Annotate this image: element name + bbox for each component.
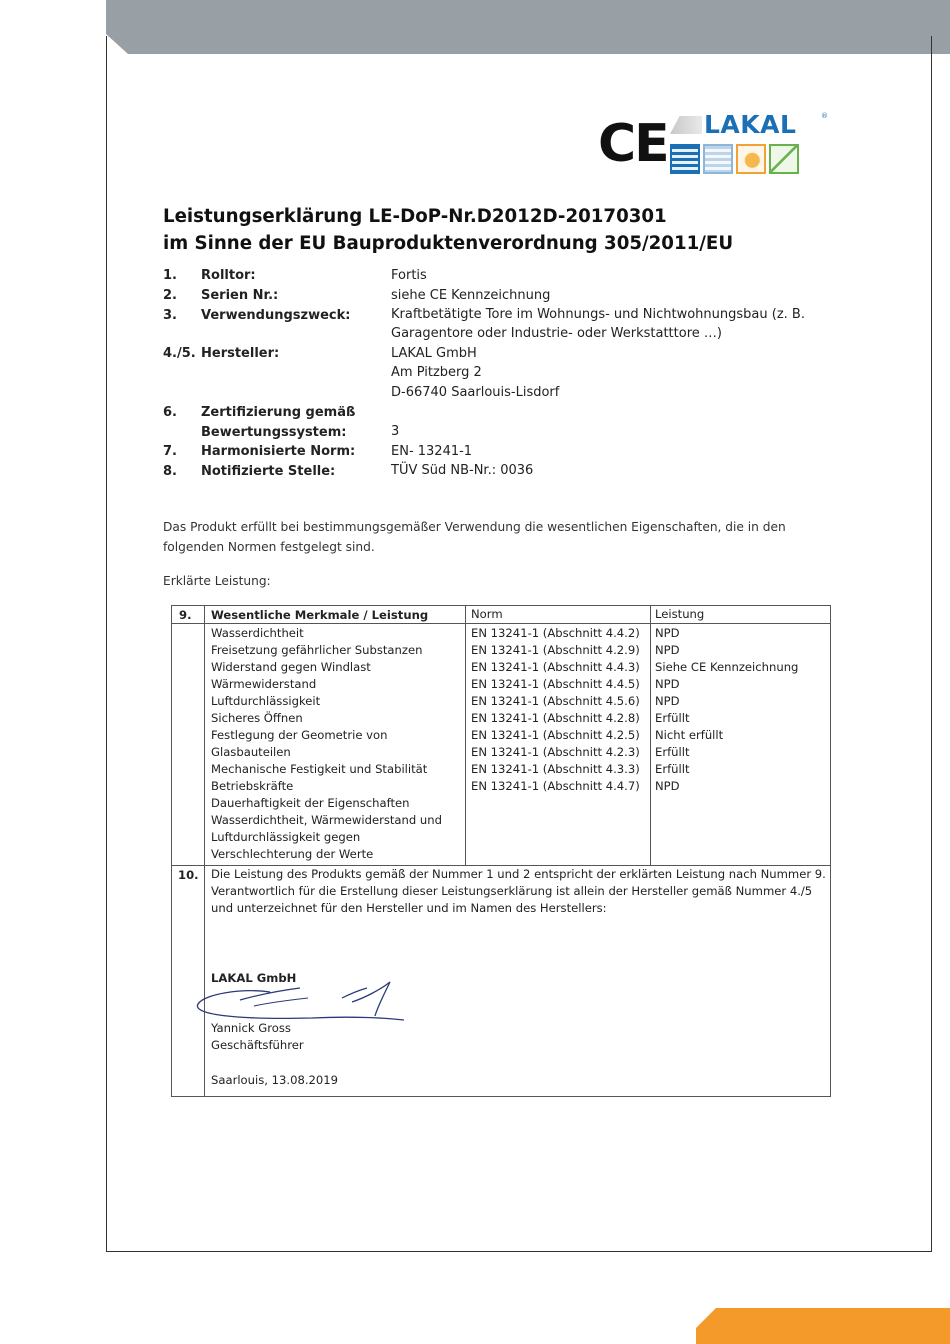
title-line-1: Leistungserklärung LE-DoP-Nr.D2012D-20170301 [163,206,667,227]
merkmal-cell: Widerstand gegen Windlast [211,660,371,674]
window-shutter-icon [703,144,733,174]
insect-screen-icon [769,144,799,174]
leistung-cell: Siehe CE Kennzeichnung [655,660,799,674]
merkmal-cell: Glasbauteilen [211,745,291,759]
intro-line-2: folgenden Normen festgelegt sind. [163,540,375,554]
row-10-text-line: und unterzeichnet für den Hersteller und im Namen des Herstellers: [211,901,607,915]
logo-block [598,112,830,178]
ce-mark: CE [598,114,668,174]
item-value: Fortis [391,268,427,283]
item-value: 3 [391,424,400,439]
item-value: Am Pitzberg 2 [391,365,482,380]
footer-accent [696,1308,950,1344]
item-number: 6. [163,405,177,420]
norm-cell: EN 13241-1 (Abschnitt 4.2.5) [471,728,640,742]
item-value: D-66740 Saarlouis-Lisdorf [391,385,560,400]
item-label: Hersteller: [201,346,280,361]
table-header-num: 9. [179,608,192,622]
norm-cell: EN 13241-1 (Abschnitt 4.2.8) [471,711,640,725]
item-label-cont: Bewertungssystem: [201,425,347,440]
declared-label: Erklärte Leistung: [163,574,271,588]
table-header-norm: Norm [471,607,503,621]
item-number: 1. [163,268,177,283]
item-value: EN- 13241-1 [391,444,473,459]
leistung-cell: Erfüllt [655,745,690,759]
item-label: Zertifizierung gemäß [201,405,356,420]
row-10-num: 10. [178,868,199,882]
norm-cell: EN 13241-1 (Abschnitt 4.3.3) [471,762,640,776]
merkmal-cell: Wärmewiderstand [211,677,317,691]
norm-cell: EN 13241-1 (Abschnitt 4.4.7) [471,779,640,793]
norm-cell: EN 13241-1 (Abschnitt 4.4.5) [471,677,640,691]
product-icons [670,144,799,174]
leistung-cell: NPD [655,779,680,793]
item-value: Garagentore oder Industrie- oder Werkstatttore …) [391,326,722,341]
merkmal-cell: Dauerhaftigkeit der Eigenschaften [211,796,410,810]
merkmal-cell: Festlegung der Geometrie von [211,728,388,742]
document-title [163,203,733,257]
place-date: Saarlouis, 13.08.2019 [211,1073,339,1087]
leistung-cell: NPD [655,643,680,657]
leistung-cell: Erfüllt [655,711,690,725]
leistung-cell: Nicht erfüllt [655,728,724,742]
item-value: siehe CE Kennzeichnung [391,288,551,303]
registered-mark: ® [821,112,828,120]
table-divider [650,606,651,865]
row-10-text-line: Verantwortlich für die Erstellung dieser Leistungserklärung ist allein der Hersteller gemäß Nummer 4./5 [211,884,813,898]
item-label: Notifizierte Stelle: [201,464,336,479]
item-number: 4./5. [163,346,196,361]
lakal-logo [670,112,830,176]
merkmal-cell: Wasserdichtheit, Wärmewiderstand und [211,813,442,827]
item-number: 8. [163,464,177,479]
performance-table [171,605,831,1097]
norm-cell: EN 13241-1 (Abschnitt 4.2.3) [471,745,640,759]
merkmal-cell: Freisetzung gefährlicher Substanzen [211,643,423,657]
merkmal-cell: Sicheres Öffnen [211,711,303,725]
item-value: TÜV Süd NB-Nr.: 0036 [391,463,534,478]
signature-company: LAKAL GmbH [211,971,297,985]
norm-cell: EN 13241-1 (Abschnitt 4.2.9) [471,643,640,657]
table-divider [465,606,466,865]
item-number: 7. [163,444,177,459]
lakal-wordmark: LAKAL [704,110,797,139]
item-label: Harmonisierte Norm: [201,444,356,459]
signature-scribble [192,976,407,1026]
leistung-cell: NPD [655,677,680,691]
item-label: Verwendungszweck: [201,308,351,323]
signer-name: Yannick Gross [211,1021,291,1035]
table-header-merkmale: Wesentliche Merkmale / Leistung [211,608,429,622]
norm-cell: EN 13241-1 (Abschnitt 4.4.3) [471,660,640,674]
item-number: 3. [163,308,177,323]
item-label: Rolltor: [201,268,256,283]
leistung-cell: Erfüllt [655,762,690,776]
intro-line-1: Das Produkt erfüllt bei bestimmungsgemäßer Verwendung die wesentlichen Eigenschaften, die in den [163,520,786,534]
sun-protection-icon [736,144,766,174]
norm-cell: EN 13241-1 (Abschnitt 4.5.6) [471,694,640,708]
roller-shutter-icon [670,144,700,174]
merkmal-cell: Wasserdichtheit [211,626,304,640]
title-line-2: im Sinne der EU Bauproduktenverordnung 305/2011/EU [163,233,734,254]
item-label: Serien Nr.: [201,288,279,303]
item-value: Kraftbetätigte Tore im Wohnungs- und Nichtwohnungsbau (z. B. [391,307,805,322]
norm-cell: EN 13241-1 (Abschnitt 4.4.2) [471,626,640,640]
lakal-swoosh-icon [670,116,702,134]
item-number: 2. [163,288,177,303]
merkmal-cell: Betriebskräfte [211,779,294,793]
row-10-text-line: Die Leistung des Produkts gemäß der Nummer 1 und 2 entspricht der erklärten Leistung nach Nummer 9. [211,867,826,881]
merkmal-cell: Luftdurchlässigkeit gegen [211,830,361,844]
signer-role: Geschäftsführer [211,1038,304,1052]
item-value: LAKAL GmbH [391,346,477,361]
merkmal-cell: Verschlechterung der Werte [211,847,374,861]
leistung-cell: NPD [655,626,680,640]
leistung-cell: NPD [655,694,680,708]
merkmal-cell: Luftdurchlässigkeit [211,694,321,708]
table-header-leistung: Leistung [655,607,705,621]
merkmal-cell: Mechanische Festigkeit und Stabilität [211,762,428,776]
